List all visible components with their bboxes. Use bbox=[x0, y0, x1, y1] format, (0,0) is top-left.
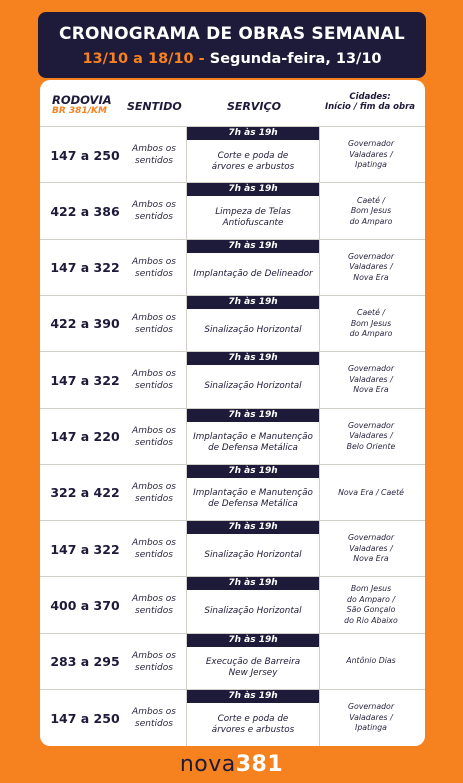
table-row bbox=[40, 408, 425, 465]
km-range bbox=[46, 690, 124, 746]
direction bbox=[122, 352, 186, 408]
service-cell bbox=[186, 634, 320, 690]
km-range-text: 147 a 322 bbox=[50, 372, 120, 388]
service-description bbox=[189, 478, 317, 521]
column-cidades-label: Cidades: bbox=[349, 92, 391, 102]
km-range-text: 147 a 220 bbox=[50, 429, 120, 444]
direction bbox=[122, 240, 186, 296]
cities bbox=[318, 296, 424, 352]
service-text: Execução de Barreira New Jersey bbox=[205, 657, 301, 679]
direction bbox=[122, 690, 186, 746]
service-cell bbox=[186, 465, 320, 521]
time-window: 7h às 19h bbox=[187, 465, 319, 478]
service-description bbox=[189, 422, 317, 465]
service-description bbox=[189, 590, 317, 633]
service-text: Implantação e Manutenção de Defensa Metálica bbox=[193, 488, 313, 510]
km-range bbox=[46, 352, 124, 408]
cities-text: Governador Valadares / Belo Oriente bbox=[346, 420, 396, 451]
km-range-text: 147 a 322 bbox=[50, 260, 120, 276]
km-range-text: 422 a 390 bbox=[50, 316, 120, 332]
km-range-text: 147 a 322 bbox=[50, 541, 120, 557]
service-description bbox=[189, 647, 317, 690]
direction bbox=[122, 577, 186, 633]
service-cell bbox=[186, 352, 320, 408]
direction bbox=[122, 127, 186, 183]
km-range bbox=[46, 577, 124, 633]
cities bbox=[318, 127, 424, 183]
km-range-text: 400 a 370 bbox=[50, 597, 120, 613]
service-description bbox=[189, 534, 317, 577]
column-rodovia-sub: BR 381/KM bbox=[52, 106, 107, 116]
service-text: Corte e poda de árvores e arbustos bbox=[211, 150, 295, 172]
km-range bbox=[46, 521, 124, 577]
service-text: Limpeza de Telas Antiofuscante bbox=[215, 206, 291, 228]
direction bbox=[122, 465, 186, 521]
service-text: Implantação de Delineador bbox=[193, 268, 313, 279]
cities-text: Antônio Dias bbox=[346, 656, 396, 666]
time-window: 7h às 19h bbox=[187, 409, 319, 422]
cities bbox=[318, 183, 424, 239]
time-window: 7h às 19h bbox=[187, 577, 319, 590]
service-text: Corte e poda de árvores e arbustos bbox=[211, 713, 295, 735]
service-cell bbox=[186, 183, 320, 239]
direction-text: Ambos os sentidos bbox=[132, 144, 176, 166]
service-cell bbox=[186, 409, 320, 465]
direction-text: Ambos os sentidos bbox=[132, 200, 176, 223]
table-row bbox=[40, 182, 425, 239]
time-window: 7h às 19h bbox=[187, 183, 319, 196]
table-row bbox=[40, 239, 425, 296]
cities bbox=[318, 690, 424, 746]
km-range-text: 147 a 250 bbox=[50, 710, 120, 726]
service-cell bbox=[186, 690, 320, 746]
cities-text: Governador Valadares / Nova Era bbox=[347, 364, 395, 395]
km-range bbox=[46, 296, 124, 352]
service-text: Sinalização Horizontal bbox=[204, 606, 302, 617]
km-range bbox=[46, 409, 124, 465]
km-range-text: 422 a 386 bbox=[50, 203, 120, 219]
page-title: CRONOGRAMA DE OBRAS SEMANAL bbox=[59, 24, 405, 44]
table-row bbox=[40, 464, 425, 521]
direction-text: Ambos os sentidos bbox=[132, 594, 176, 617]
cities bbox=[318, 409, 424, 465]
service-description bbox=[189, 365, 317, 408]
time-window: 7h às 19h bbox=[187, 127, 319, 140]
cities bbox=[318, 465, 424, 521]
km-range bbox=[46, 465, 124, 521]
column-rodovia bbox=[52, 94, 112, 117]
direction-text: Ambos os sentidos bbox=[132, 425, 176, 448]
date-range bbox=[38, 50, 426, 68]
direction-text: Ambos os sentidos bbox=[132, 312, 176, 335]
cities-text: Governador Valadares / Ipatinga bbox=[347, 139, 395, 170]
nova-381-logo bbox=[0, 752, 463, 777]
direction-text: Ambos os sentidos bbox=[132, 369, 176, 392]
time-window: 7h às 19h bbox=[187, 296, 319, 309]
cities-text: Caeté / Bom Jesus do Amparo bbox=[349, 308, 393, 339]
cities bbox=[318, 577, 424, 633]
direction bbox=[122, 634, 186, 690]
time-window: 7h às 19h bbox=[187, 521, 319, 534]
km-range-text: 147 a 250 bbox=[50, 147, 120, 163]
service-text: Sinalização Horizontal bbox=[204, 550, 302, 561]
km-range-text: 283 a 295 bbox=[50, 654, 120, 670]
direction-text: Ambos os sentidos bbox=[132, 538, 176, 561]
table-row bbox=[40, 295, 425, 352]
service-text: Implantação e Manutenção de Defensa Metálica bbox=[193, 432, 313, 453]
table-header bbox=[40, 80, 425, 126]
cities bbox=[318, 521, 424, 577]
week-dates: 13/10 a 18/10 - bbox=[82, 51, 205, 67]
cities-text: Governador Valadares / Ipatinga bbox=[347, 702, 395, 733]
service-description bbox=[189, 140, 317, 183]
service-cell bbox=[186, 521, 320, 577]
km-range bbox=[46, 634, 124, 690]
direction-text: Ambos os sentidos bbox=[132, 256, 176, 279]
service-description bbox=[189, 703, 317, 746]
service-cell bbox=[186, 577, 320, 633]
km-range bbox=[46, 183, 124, 239]
cities bbox=[318, 634, 424, 690]
column-rodovia-label: RODOVIA bbox=[52, 93, 112, 107]
service-text: Sinalização Horizontal bbox=[204, 324, 302, 335]
schedule-header bbox=[38, 12, 426, 78]
logo-word: nova bbox=[179, 752, 236, 777]
service-cell bbox=[186, 240, 320, 296]
logo-number: 381 bbox=[235, 752, 284, 777]
service-cell bbox=[186, 127, 320, 183]
cities-text: Bom Jesus do Amparo / São Gonçalo do Rio Abaixo bbox=[344, 584, 398, 625]
km-range bbox=[46, 127, 124, 183]
direction bbox=[122, 409, 186, 465]
service-description bbox=[189, 196, 317, 239]
direction bbox=[122, 296, 186, 352]
direction-text: Ambos os sentidos bbox=[132, 707, 176, 729]
table-row bbox=[40, 351, 425, 408]
cities bbox=[318, 352, 424, 408]
column-cidades-sub: Início / fim da obra bbox=[324, 102, 416, 112]
table-row bbox=[40, 520, 425, 577]
service-description bbox=[189, 253, 317, 296]
table-row bbox=[40, 633, 425, 690]
service-cell bbox=[186, 296, 320, 352]
direction bbox=[122, 521, 186, 577]
time-window: 7h às 19h bbox=[187, 352, 319, 365]
direction-text: Ambos os sentidos bbox=[132, 481, 176, 504]
time-window: 7h às 19h bbox=[187, 240, 319, 253]
cities-text: Governador Valadares / Nova Era bbox=[347, 251, 395, 282]
cities-text: Caeté / Bom Jesus do Amparo bbox=[349, 195, 393, 226]
time-window: 7h às 19h bbox=[187, 690, 319, 703]
time-window: 7h às 19h bbox=[187, 634, 319, 647]
km-range bbox=[46, 240, 124, 296]
table-row bbox=[40, 126, 425, 183]
schedule-table bbox=[40, 80, 425, 746]
current-day: Segunda-feira, 13/10 bbox=[209, 51, 382, 67]
cities bbox=[318, 240, 424, 296]
direction-text: Ambos os sentidos bbox=[132, 650, 176, 673]
column-cidades bbox=[320, 92, 420, 112]
cities-text: Governador Valadares / Nova Era bbox=[347, 533, 395, 564]
service-text: Sinalização Horizontal bbox=[204, 381, 302, 392]
table-row bbox=[40, 689, 425, 746]
cities-text: Nova Era / Caeté bbox=[338, 487, 404, 497]
column-servico: SERVIÇO bbox=[227, 100, 281, 113]
service-description bbox=[189, 309, 317, 352]
column-sentido: SENTIDO bbox=[127, 100, 182, 113]
km-range-text: 322 a 422 bbox=[50, 485, 120, 501]
direction bbox=[122, 183, 186, 239]
table-row bbox=[40, 576, 425, 633]
